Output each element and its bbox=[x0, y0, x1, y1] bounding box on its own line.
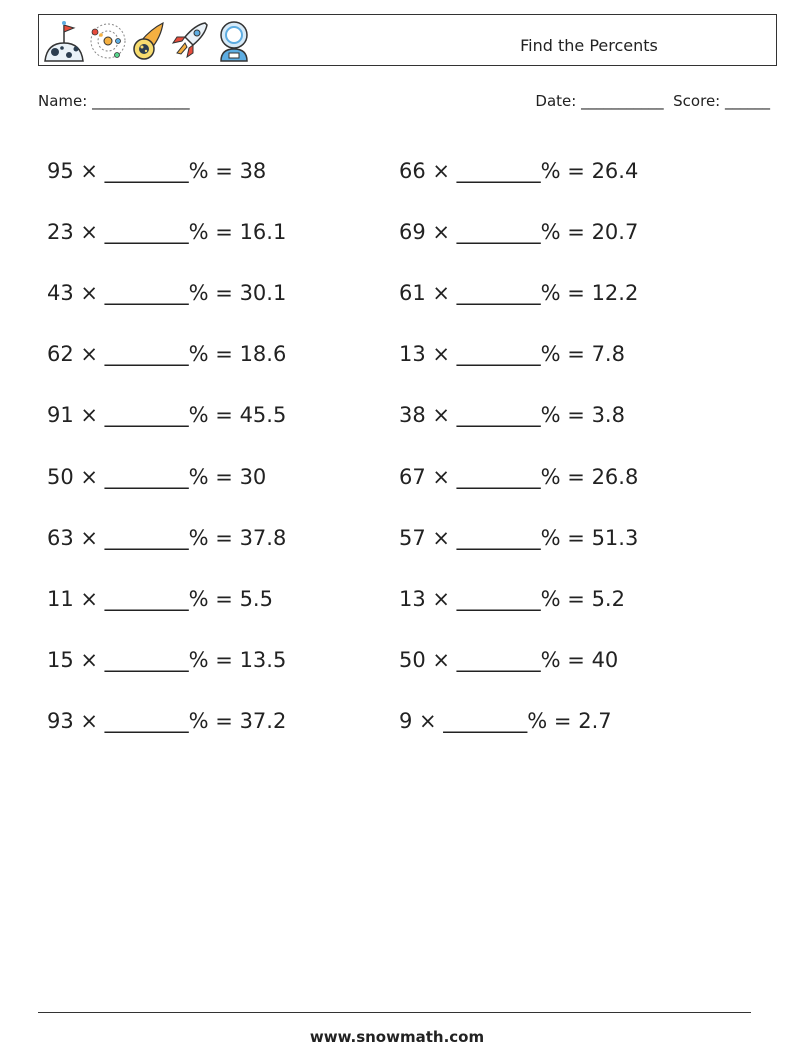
problem: 67 × ________% = 26.8 bbox=[399, 464, 639, 489]
problem: 50 × ________% = 40 bbox=[399, 648, 619, 673]
problem-row bbox=[47, 140, 767, 201]
comet-icon bbox=[131, 19, 167, 63]
problem: 9 × ________% = 2.7 bbox=[399, 709, 612, 734]
problem-row bbox=[47, 446, 767, 507]
problem-row bbox=[47, 507, 767, 568]
problem: 11 × ________% = 5.5 bbox=[47, 586, 273, 611]
footer-website: www.snowmath.com bbox=[309, 1028, 485, 1046]
problem: 91 × ________% = 45.5 bbox=[47, 403, 287, 428]
problem-row bbox=[47, 691, 767, 752]
problem: 57 × ________% = 51.3 bbox=[399, 525, 639, 550]
score-field: Score: ______ bbox=[673, 92, 770, 110]
problem: 38 × ________% = 3.8 bbox=[399, 403, 625, 428]
problem: 62 × ________% = 18.6 bbox=[47, 342, 287, 367]
name-field: Name: _____________ bbox=[38, 92, 190, 110]
header-icons bbox=[43, 19, 255, 63]
problem: 13 × ________% = 7.8 bbox=[399, 342, 625, 367]
problem-row bbox=[47, 262, 767, 323]
rocket-icon bbox=[169, 19, 211, 63]
problem: 23 × ________% = 16.1 bbox=[47, 219, 287, 244]
worksheet-header bbox=[38, 14, 777, 66]
problem-row bbox=[47, 324, 767, 385]
footer-divider bbox=[38, 1012, 751, 1013]
astronaut-icon bbox=[213, 19, 255, 63]
problem-row bbox=[47, 568, 767, 629]
problem: 50 × ________% = 30 bbox=[47, 464, 267, 489]
moon-flag-icon bbox=[43, 19, 85, 63]
problem: 43 × ________% = 30.1 bbox=[47, 280, 287, 305]
problem: 93 × ________% = 37.2 bbox=[47, 709, 287, 734]
problem: 63 × ________% = 37.8 bbox=[47, 525, 287, 550]
problem-row bbox=[47, 201, 767, 262]
problem-row bbox=[47, 385, 767, 446]
solar-system-icon bbox=[87, 19, 129, 63]
date-score-fields bbox=[535, 92, 770, 110]
problem: 61 × ________% = 12.2 bbox=[399, 280, 639, 305]
problem: 66 × ________% = 26.4 bbox=[399, 158, 639, 183]
problem: 13 × ________% = 5.2 bbox=[399, 586, 625, 611]
problem-row bbox=[47, 630, 767, 691]
problem: 69 × ________% = 20.7 bbox=[399, 219, 639, 244]
problem-grid bbox=[47, 140, 767, 752]
problem: 15 × ________% = 13.5 bbox=[47, 648, 287, 673]
problem: 95 × ________% = 38 bbox=[47, 158, 267, 183]
worksheet-title: Find the Percents bbox=[520, 36, 658, 55]
date-field: Date: ___________ bbox=[535, 92, 664, 110]
